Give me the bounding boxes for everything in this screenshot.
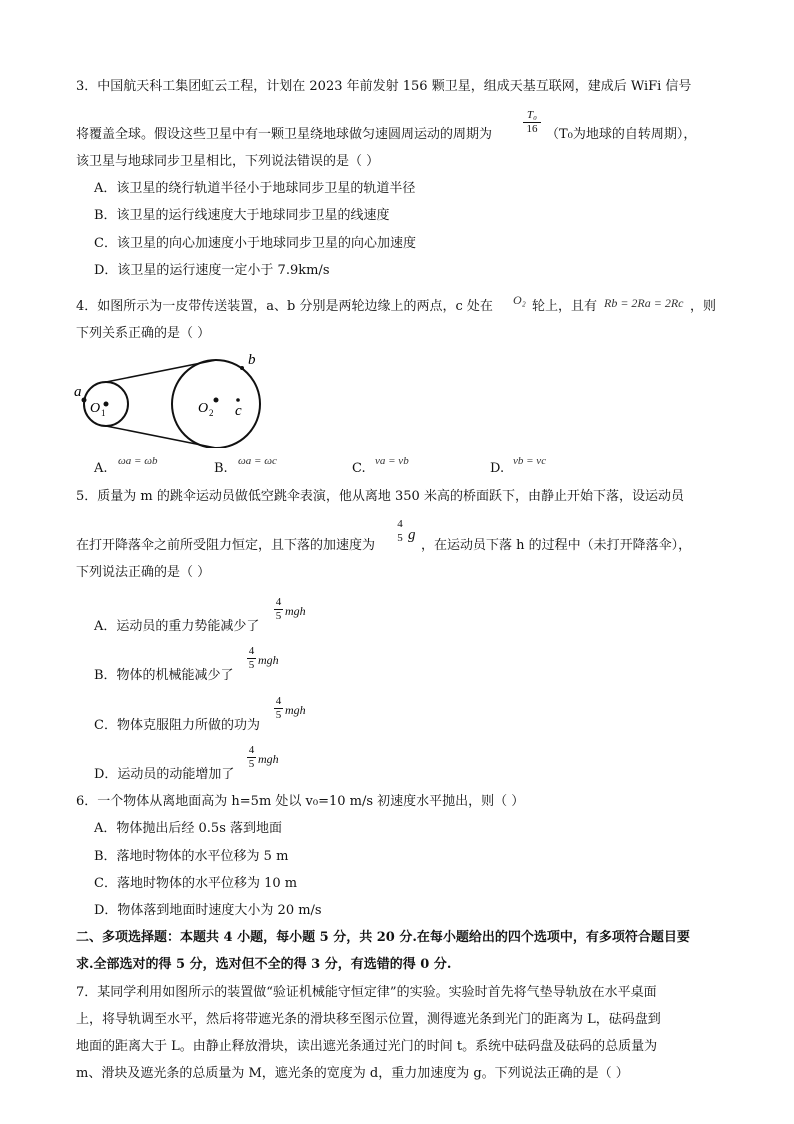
q5-option-c: C．物体克服阻力所做的功为 [94,718,260,733]
q5-line2-tail: ，在运动员下落 h 的过程中（未打开降落伞）， [421,538,692,553]
q5-option-b-fraction [247,646,256,671]
q3-option-b: B．该卫星的运行线速度大于地球同步卫星的线速度 [94,208,390,223]
label-o2-sub: 2 [209,408,214,418]
q7-line4: m、滑块及遮光条的总质量为 M，遮光条的宽度为 d，重力加速度为 g。下列说法正确的是（ ） [76,1066,629,1081]
q6-line1: 6．一个物体从离地面高为 h=5m 处以 v₀=10 m/s 初速度水平抛出，则（ ） [76,794,525,809]
q3-option-c: C．该卫星的向心加速度小于地球同步卫星的向心加速度 [94,236,416,251]
q4-line1-mid: 轮上，且有 [532,299,598,314]
q4-line1: 4．如图所示为一皮带传送装置，a、b 分别是两轮边缘上的两点，c 处在 [76,299,493,314]
point-a-dot [82,398,87,403]
point-b-dot [240,366,244,370]
q5-frac-den: 5 [397,532,403,544]
q5-option-b-expr: mgh [258,653,279,667]
label-o2: O [198,401,209,416]
belt-bottom [106,426,216,448]
q3-option-a: A．该卫星的绕行轨道半径小于地球同步卫星的轨道半径 [94,181,416,196]
q7-line2: 上，将导轨调至水平，然后将带遮光条的滑块移至图示位置，测得遮光条到光门的距离为 L，砝码盘到 [76,1012,661,1027]
q4-o2: O₂ [513,293,526,307]
q5-option-a-den: 5 [275,610,282,622]
q3-line1: 3．中国航天科工集团虹云工程，计划在 2023 年前发射 156 颗卫星，组成天基互联网，建成后 WiFi 信号 [76,79,692,94]
q5-option-b-den: 5 [248,659,255,671]
q5-option-d-expr: mgh [258,752,279,766]
q6-option-b: B．落地时物体的水平位移为 5 m [94,849,289,864]
q3-line3: 该卫星与地球同步卫星相比，下列说法错误的是（ ） [76,154,380,169]
section2-line2: 求.全部选对的得 5 分，选对但不全的得 3 分，有选错的得 0 分. [76,957,452,972]
q5-option-c-den: 5 [275,709,282,721]
q4-option-d-formula: vb = vc [513,455,547,467]
q3-frac-den: 16 [526,123,538,135]
q6-option-c: C．落地时物体的水平位移为 10 m [94,876,298,891]
q4-option-c-letter: C. [352,461,366,476]
q3-fraction [523,110,541,135]
q5-option-a-expr: mgh [285,604,306,618]
q5-frac-num: 4 [397,518,403,530]
section2-line1: 二、多项选择题：本题共 4 小题，每小题 5 分，共 20 分.在每小题给出的四个选项中，有多项符合题目要 [76,930,690,945]
q4-pulley-figure [70,348,270,448]
label-o1-sub: 1 [101,408,106,418]
q5-option-d: D．运动员的动能增加了 [94,767,235,782]
q4-option-a-formula: ωa = ωb [118,455,158,467]
q5-g: g [408,527,416,543]
o2-dot [214,398,219,403]
q4-relation: Rb = 2Ra = 2Rc [604,296,684,310]
o1-dot [104,402,109,407]
point-c-dot [236,398,240,402]
q5-option-a: A．运动员的重力势能减少了 [94,619,260,634]
q4-option-c-formula: va = vb [375,455,409,467]
q5-line1: 5．质量为 m 的跳伞运动员做低空跳伞表演，他从离地 350 米高的桥面跃下，由静止开始下落，设运动员 [76,489,684,504]
belt-top [106,360,216,382]
q5-option-c-expr: mgh [285,703,306,717]
label-b: b [248,352,256,368]
q4-option-b-letter: B. [214,461,228,476]
q5-option-d-fraction [247,745,256,770]
q6-option-d: D．物体落到地面时速度大小为 20 m/s [94,903,322,918]
q5-option-c-num: 4 [275,695,282,707]
q4-option-a-letter: A. [94,461,108,476]
q5-option-d-num: 4 [248,744,255,756]
q6-option-a: A．物体抛出后经 0.5s 落到地面 [94,821,282,836]
q7-line3: 地面的距离大于 L。由静止释放滑块，读出遮光条通过光门的时间 t。系统中砝码盘及砝码的总质量为 [76,1039,658,1054]
q3-frac-num: T₀ [527,109,537,121]
label-o1: O [90,401,101,416]
label-c: c [235,403,242,419]
q3-line2-tail: （T₀为地球的自转周期）， [546,127,697,142]
q5-option-d-den: 5 [248,758,255,770]
large-wheel [172,360,260,448]
q3-option-d: D．该卫星的运行速度一定小于 7.9km/s [94,263,330,278]
q4-option-d-letter: D. [490,461,505,476]
q4-line2: 下列关系正确的是（ ） [76,326,211,341]
q5-option-c-fraction [274,696,283,721]
q5-option-b-num: 4 [248,645,255,657]
q5-option-b: B．物体的机械能减少了 [94,668,234,683]
q3-line2: 将覆盖全球。假设这些卫星中有一颗卫星绕地球做匀速圆周运动的周期为 [76,127,493,142]
q5-line2: 在打开降落伞之前所受阻力恒定，且下落的加速度为 [76,538,376,553]
q5-option-a-num: 4 [275,596,282,608]
q4-option-b-formula: ωa = ωc [238,455,277,467]
q4-line1-tail: ，则 [690,299,717,314]
q5-fraction [395,519,405,544]
label-a: a [74,384,82,400]
q5-option-a-fraction [274,597,283,622]
q7-line1: 7．某同学利用如图所示的装置做“验证机械能守恒定律”的实验。实验时首先将气垫导轨放在水平桌面 [76,985,657,1000]
q5-line3: 下列说法正确的是（ ） [76,565,211,580]
